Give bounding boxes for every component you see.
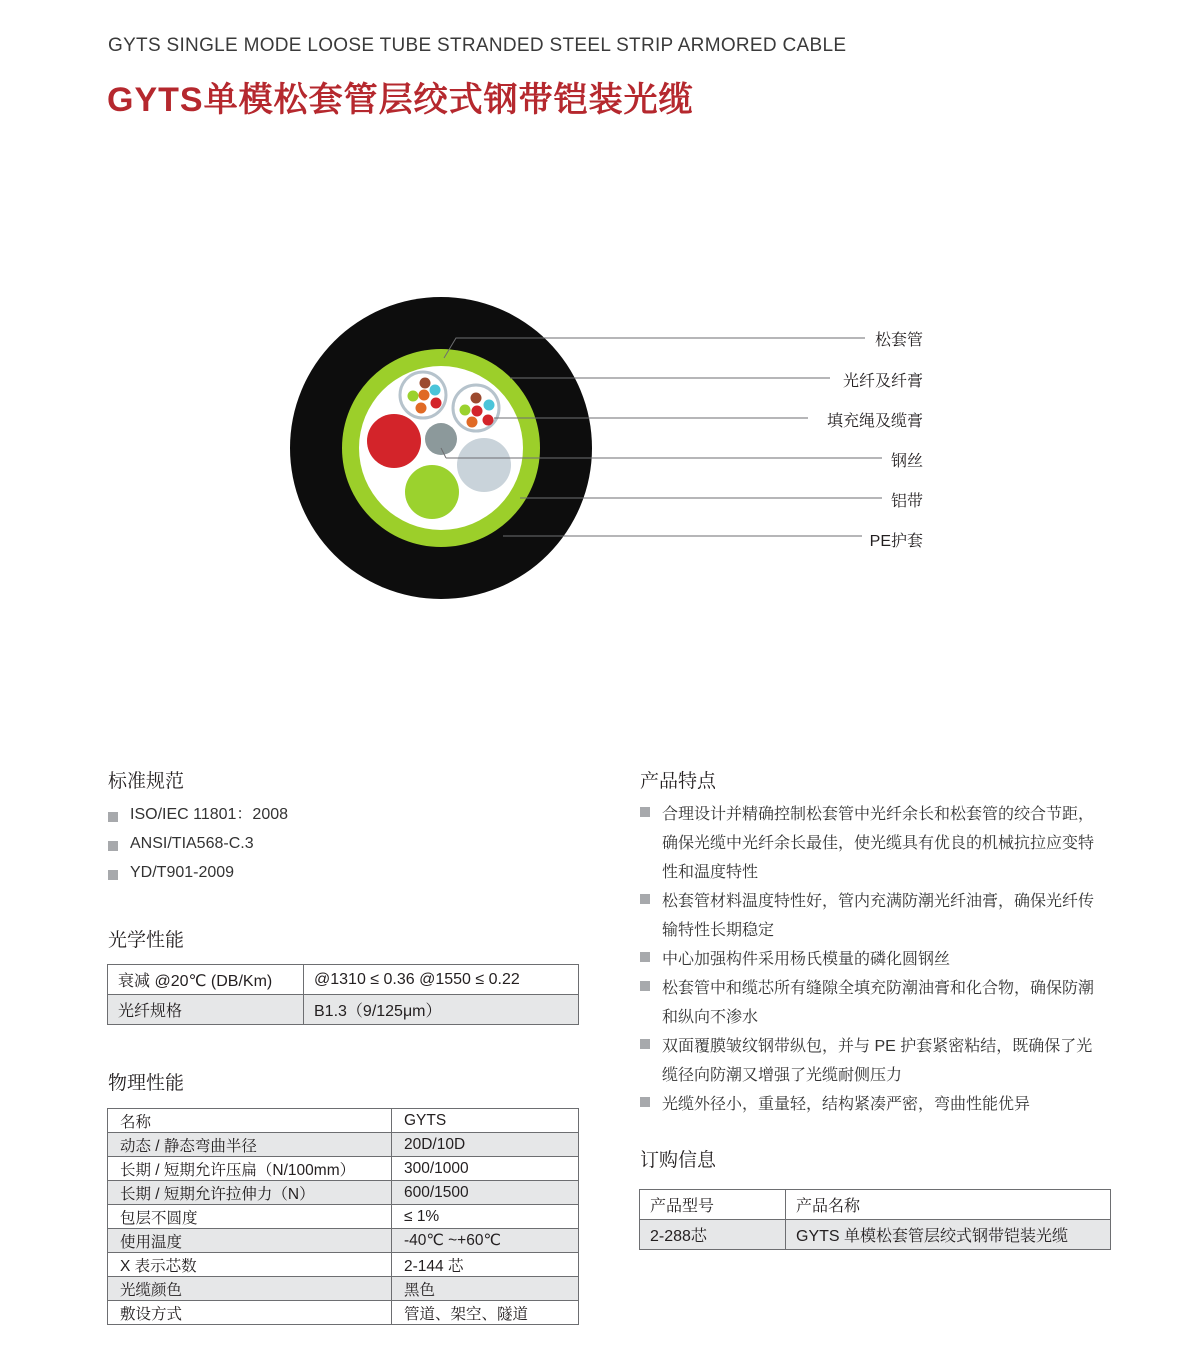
table-cell: 20D/10D (392, 1133, 579, 1157)
square-bullet-icon (108, 870, 118, 880)
features-list (640, 800, 1120, 1119)
table-cell: 包层不圆度 (108, 1205, 392, 1229)
table-cell: 使用温度 (108, 1229, 392, 1253)
filler-red-shape (367, 414, 421, 468)
filler-gray-shape (457, 438, 511, 492)
table-cell: 敷设方式 (108, 1301, 392, 1325)
table-cell: 光纤规格 (108, 995, 304, 1025)
cable-cross-section-diagram (0, 270, 1200, 630)
filler-green-shape (405, 465, 459, 519)
table-cell: 长期 / 短期允许拉伸力（N） (108, 1181, 392, 1205)
list-item: 合理设计并精确控制松套管中光纤余长和松套管的绞合节距， 确保光缆中光纤余长最佳，使光缆具有优良的机械抗拉应变特 性和温度特性 (640, 800, 1120, 887)
callout-steel-wire: 钢丝 (890, 453, 923, 470)
table-cell: X 表示芯数 (108, 1253, 392, 1277)
table-cell: GYTS (392, 1109, 579, 1133)
square-bullet-icon (640, 894, 650, 904)
table-cell: 2-288芯 (640, 1220, 786, 1250)
order-table (639, 1189, 1111, 1250)
standards-list (108, 805, 288, 892)
physical-table (107, 1108, 579, 1325)
list-item: ISO/IEC 11801：2008 (108, 805, 288, 834)
subtitle-en: GYTS SINGLE MODE LOOSE TUBE STRANDED STEEL STRIP ARMORED CABLE (108, 35, 847, 56)
steel-wire-shape (425, 423, 457, 455)
square-bullet-icon (640, 1097, 650, 1107)
order-heading: 订购信息 (640, 1150, 717, 1171)
table-row (108, 1205, 579, 1229)
table-row (108, 1253, 579, 1277)
table-row (108, 1157, 579, 1181)
loose-tube-2 (453, 385, 499, 431)
callout-armor-tape: 铝带 (890, 493, 923, 510)
table-cell: 300/1000 (392, 1157, 579, 1181)
square-bullet-icon (640, 807, 650, 817)
optical-table (107, 964, 579, 1025)
table-row (108, 1277, 579, 1301)
table-row (108, 1301, 579, 1325)
table-row (108, 1229, 579, 1253)
table-cell: 2-144 芯 (392, 1253, 579, 1277)
cable-cross-section-svg (0, 270, 1200, 630)
table-cell: @1310 ≤ 0.36 @1550 ≤ 0.22 (304, 965, 579, 995)
standards-heading: 标准规范 (108, 771, 185, 792)
features-heading: 产品特点 (640, 771, 717, 792)
square-bullet-icon (640, 952, 650, 962)
callout-filler-rope: 填充绳及缆膏 (826, 413, 923, 430)
list-item: 松套管中和缆芯所有缝隙全填充防潮油膏和化合物，确保防潮 和纵向不渗水 (640, 974, 1120, 1032)
list-item: 中心加强构件采用杨氏模量的磷化圆钢丝 (640, 945, 1120, 974)
list-item: YD/T901-2009 (108, 863, 288, 892)
table-cell: 产品名称 (786, 1190, 1111, 1220)
table-cell: 产品型号 (640, 1190, 786, 1220)
table-cell: 光缆颜色 (108, 1277, 392, 1301)
table-row (108, 965, 579, 995)
table-cell: 长期 / 短期允许压扁（N/100mm） (108, 1157, 392, 1181)
square-bullet-icon (640, 1039, 650, 1049)
square-bullet-icon (108, 812, 118, 822)
table-row (108, 1181, 579, 1205)
table-cell: 黑色 (392, 1277, 579, 1301)
callout-loose-tube: 松套管 (874, 332, 923, 349)
table-row (108, 995, 579, 1025)
list-item: 光缆外径小，重量轻，结构紧凑严密，弯曲性能优异 (640, 1090, 1120, 1119)
list-item: 松套管材料温度特性好，管内充满防潮光纤油膏，确保光纤传 输特性长期稳定 (640, 887, 1120, 945)
callout-fiber-gel: 光纤及纤膏 (842, 373, 923, 390)
table-cell: ≤ 1% (392, 1205, 579, 1229)
table-cell: 600/1500 (392, 1181, 579, 1205)
table-row (640, 1190, 1111, 1220)
page-title: GYTS单模松套管层绞式钢带铠装光缆 (107, 81, 694, 119)
table-cell: 衰减 @20℃ (DB/Km) (108, 965, 304, 995)
table-cell: 名称 (108, 1109, 392, 1133)
table-cell: -40℃ ~+60℃ (392, 1229, 579, 1253)
table-cell: B1.3（9/125μm） (304, 995, 579, 1025)
table-row (640, 1220, 1111, 1250)
optical-heading: 光学性能 (108, 930, 185, 951)
table-cell: 管道、架空、隧道 (392, 1301, 579, 1325)
callout-pe-jacket: PE护套 (869, 533, 923, 550)
table-cell: GYTS 单模松套管层绞式钢带铠装光缆 (786, 1220, 1111, 1250)
table-cell: 动态 / 静态弯曲半径 (108, 1133, 392, 1157)
list-item: ANSI/TIA568-C.3 (108, 834, 288, 863)
square-bullet-icon (108, 841, 118, 851)
physical-heading: 物理性能 (108, 1073, 185, 1094)
list-item: 双面覆膜皱纹钢带纵包，并与 PE 护套紧密粘结，既确保了光 缆径向防潮又增强了光缆耐侧压力 (640, 1032, 1120, 1090)
loose-tube-1 (400, 372, 446, 418)
square-bullet-icon (640, 981, 650, 991)
table-row (108, 1109, 579, 1133)
table-row (108, 1133, 579, 1157)
